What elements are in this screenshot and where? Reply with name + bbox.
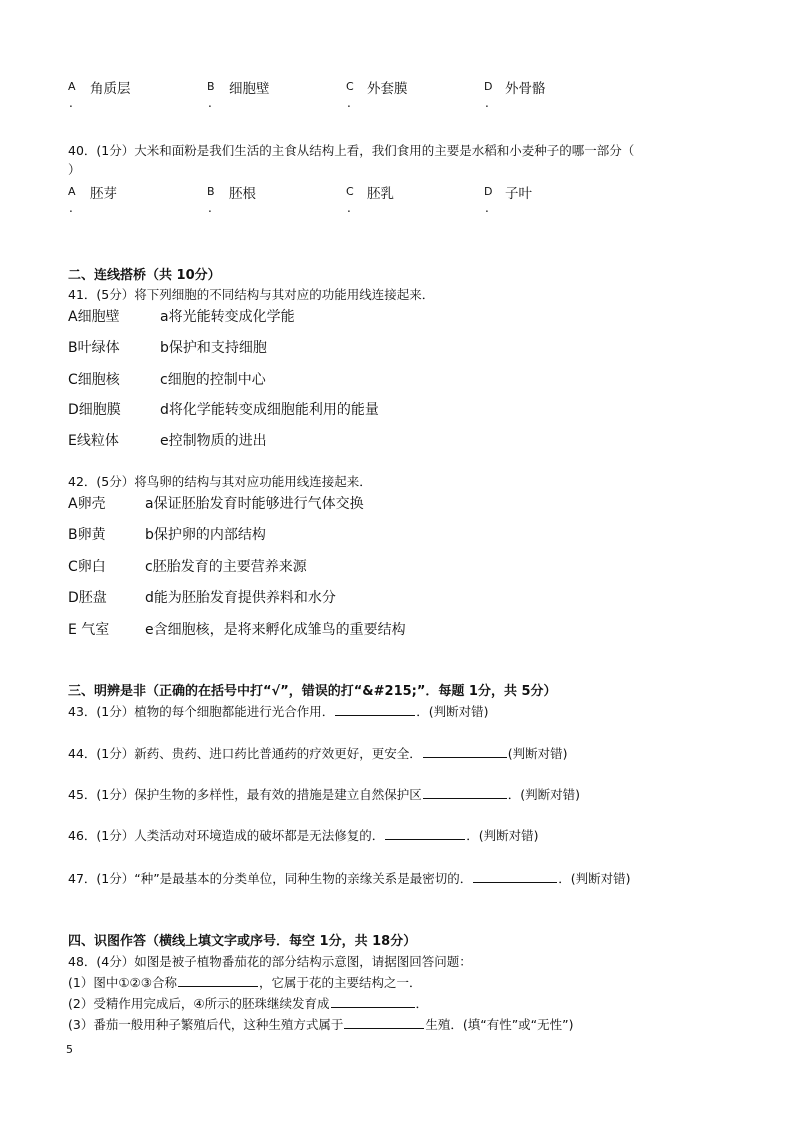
- question-suffix: ，它属于花的主要结构之一．: [258, 975, 422, 990]
- q40-stem-line1: 40．(1分）大米和面粉是我们生活的主食从结构上看，我们食用的主要是水稻和小麦种子的哪一部分（: [68, 143, 635, 158]
- option-letter: D: [484, 185, 493, 198]
- match-right: b保护卵的内部结构: [145, 527, 266, 543]
- match-right: c胚胎发育的主要营养来源: [145, 559, 307, 575]
- option-text: 外套膜: [367, 81, 408, 97]
- match-left: D细胞膜: [68, 402, 121, 418]
- question-suffix: ．(判断对错): [507, 787, 581, 802]
- answer-blank[interactable]: [331, 995, 415, 1008]
- match-left: A卵壳: [68, 496, 106, 512]
- match-left: E 气室: [68, 622, 110, 638]
- tf-question: [68, 702, 489, 720]
- match-right: a保证胚胎发育时能够进行气体交换: [145, 496, 364, 512]
- q42-stem: 42．(5分）将鸟卵的结构与其对应功能用线连接起来．: [68, 474, 372, 489]
- question-suffix: ．: [415, 996, 429, 1011]
- question-text: (2）受精作用完成后，④所示的胚珠继续发育成: [68, 996, 330, 1011]
- option-dot: .: [485, 96, 489, 110]
- q40-stem-line2: ）: [68, 162, 81, 177]
- tf-question: [68, 869, 630, 887]
- answer-blank[interactable]: [473, 870, 557, 883]
- option-dot: .: [208, 201, 212, 215]
- match-left: B卵黄: [68, 527, 106, 543]
- section-title: 三、明辨是非（正确的在括号中打“√”，错误的打“&#215;”．每题 1分，共 5分）: [68, 684, 557, 699]
- match-left: A细胞壁: [68, 309, 120, 325]
- option-letter: A: [68, 185, 76, 198]
- match-right: e控制物质的进出: [160, 433, 267, 449]
- option-text: 子叶: [505, 186, 532, 202]
- option-text: 胚乳: [367, 186, 394, 202]
- sub-question: [68, 994, 428, 1012]
- page-number: 5: [66, 1043, 73, 1056]
- section-title: 四、识图作答（横线上填文字或序号．每空 1分，共 18分）: [68, 934, 417, 949]
- option-dot: .: [69, 201, 73, 215]
- question-text: 44．(1分）新药、贵药、进口药比普通药的疗效更好，更安全．: [68, 746, 422, 761]
- tf-question: [68, 744, 568, 762]
- option-text: 外骨骼: [505, 81, 546, 97]
- tf-question: [68, 826, 539, 844]
- option-text: 胚根: [229, 186, 256, 202]
- section-title: 二、连线搭桥（共 10分）: [68, 268, 221, 283]
- match-left: E线粒体: [68, 433, 119, 449]
- answer-blank[interactable]: [344, 1016, 424, 1029]
- option-letter: D: [484, 80, 493, 93]
- match-left: D胚盘: [68, 590, 107, 606]
- match-right: b保护和支持细胞: [160, 340, 267, 356]
- q41-stem: 41．(5分）将下列细胞的不同结构与其对应的功能用线连接起来．: [68, 287, 435, 302]
- question-text: 43．(1分）植物的每个细胞都能进行光合作用．: [68, 704, 335, 719]
- q48-stem: 48．(4分）如图是被子植物番茄花的部分结构示意图，请据图回答问题：: [68, 954, 472, 969]
- sub-question: [68, 1015, 574, 1033]
- match-right: a将光能转变成化学能: [160, 309, 295, 325]
- match-right: e含细胞核，是将来孵化成雏鸟的重要结构: [145, 622, 406, 638]
- question-suffix: (判断对错): [507, 746, 568, 761]
- question-text: 47．(1分）“种”是最基本的分类单位，同种生物的亲缘关系是最密切的．: [68, 871, 473, 886]
- option-dot: .: [347, 96, 351, 110]
- question-text: (1）图中①②③合称: [68, 975, 177, 990]
- question-suffix: ．(判断对错): [558, 871, 631, 886]
- match-right: d将化学能转变成细胞能利用的能量: [160, 402, 379, 418]
- answer-blank[interactable]: [423, 745, 507, 758]
- question-text: 45．(1分）保护生物的多样性，最有效的措施是建立自然保护区: [68, 787, 422, 802]
- match-right: c细胞的控制中心: [160, 372, 266, 388]
- option-text: 细胞壁: [229, 81, 270, 97]
- option-dot: .: [485, 201, 489, 215]
- match-left: C细胞核: [68, 372, 120, 388]
- answer-blank[interactable]: [423, 786, 507, 799]
- answer-blank[interactable]: [385, 827, 465, 840]
- sub-question: [68, 973, 421, 991]
- question-suffix: ．(判断对错): [466, 828, 539, 843]
- question-text: (3）番茄一般用种子繁殖后代，这种生殖方式属于: [68, 1017, 344, 1032]
- match-right: d能为胚胎发育提供养料和水分: [145, 590, 336, 606]
- option-letter: C: [346, 185, 354, 198]
- match-left: C卵白: [68, 559, 106, 575]
- option-letter: B: [207, 185, 215, 198]
- option-text: 胚芽: [90, 186, 117, 202]
- option-dot: .: [347, 201, 351, 215]
- answer-blank[interactable]: [335, 703, 415, 716]
- question-suffix: ．(判断对错): [416, 704, 489, 719]
- option-text: 角质层: [90, 81, 131, 97]
- question-text: 46．(1分）人类活动对环境造成的破坏都是无法修复的．: [68, 828, 385, 843]
- question-suffix: 生殖．(填“有性”或“无性”): [425, 1017, 574, 1032]
- match-left: B叶绿体: [68, 340, 120, 356]
- answer-blank[interactable]: [178, 974, 258, 987]
- option-dot: .: [69, 96, 73, 110]
- tf-question: [68, 785, 580, 803]
- option-letter: A: [68, 80, 76, 93]
- option-dot: .: [208, 96, 212, 110]
- option-letter: C: [346, 80, 354, 93]
- option-letter: B: [207, 80, 215, 93]
